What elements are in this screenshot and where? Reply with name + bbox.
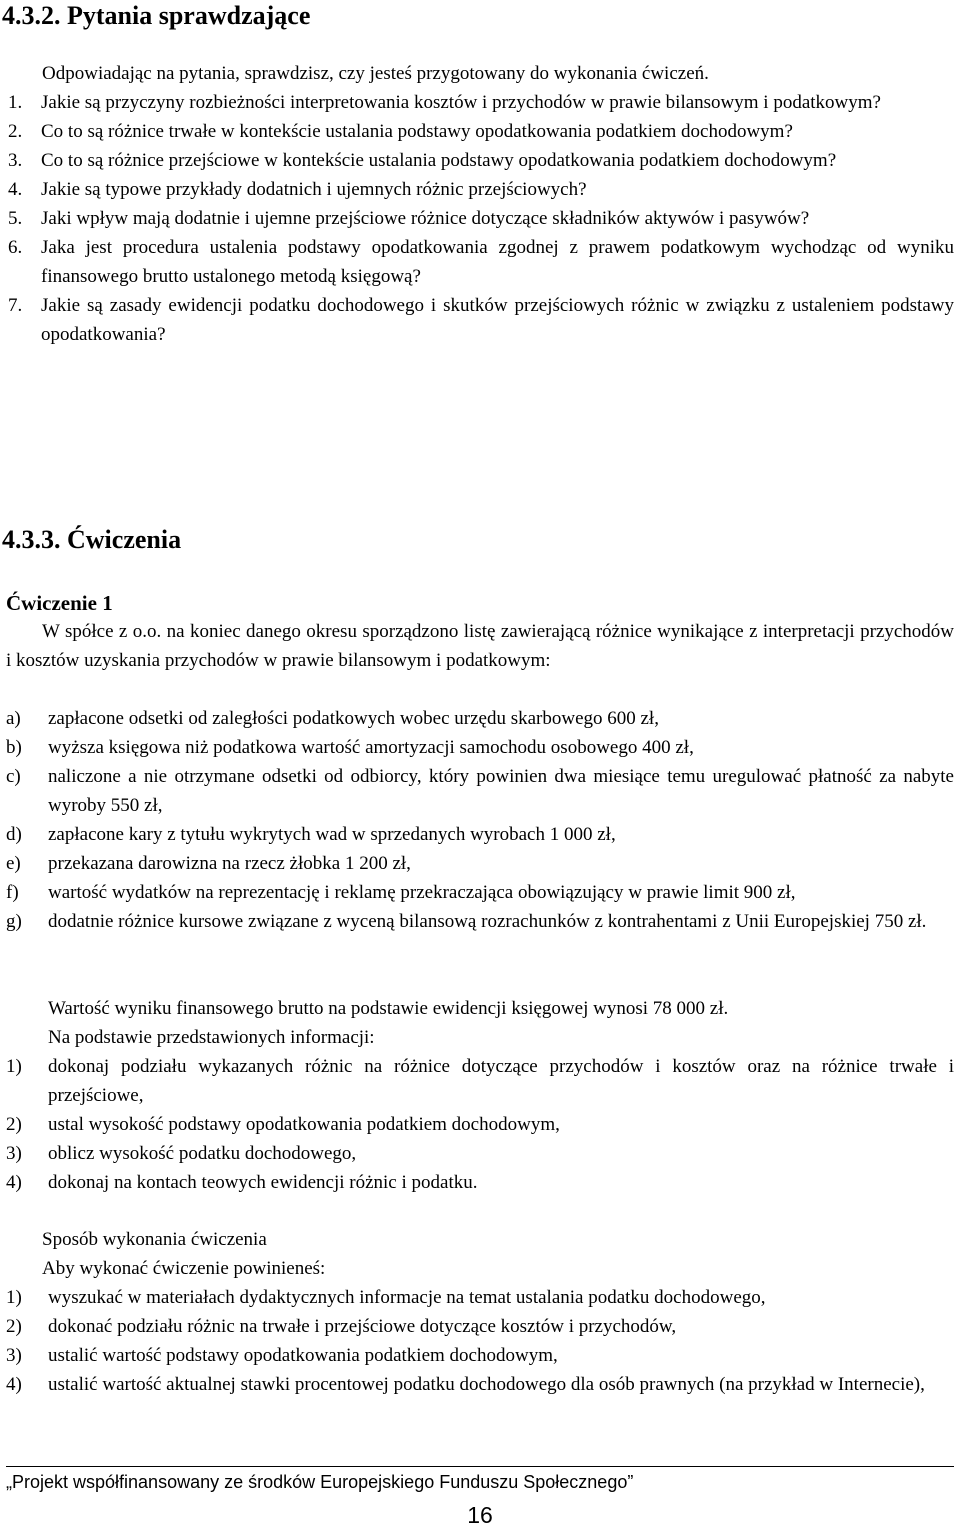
section-heading-exercises: 4.3.3. Ćwiczenia bbox=[2, 525, 182, 554]
difference-letter: d) bbox=[6, 824, 22, 845]
question-number: 3. bbox=[8, 150, 23, 171]
method-step-text: ustalić wartość podstawy opodatkowania podatkiem dochodowym, bbox=[48, 1345, 558, 1366]
task-text: ustal wysokość podstawy opodatkowania podatkiem dochodowym, bbox=[48, 1114, 560, 1135]
question-text: Co to są różnice trwałe w kontekście ustalania podstawy opodatkowania podatkiem dochodowym? bbox=[41, 121, 793, 142]
difference-item bbox=[6, 762, 954, 820]
difference-item bbox=[6, 907, 954, 936]
questions-intro: Odpowiadając na pytania, sprawdzisz, czy jesteś przygotowany do wykonania ćwiczeń. bbox=[42, 63, 709, 84]
question-number: 4. bbox=[8, 179, 23, 200]
difference-letter: c) bbox=[6, 766, 21, 787]
difference-text: dodatnie różnice kursowe związane z wyceną bilansową rozrachunków z kontrahentami z Unii Europejskiej 750 zł. bbox=[48, 911, 927, 932]
method-step-item bbox=[6, 1370, 954, 1399]
section-heading-questions: 4.3.2. Pytania sprawdzające bbox=[2, 1, 311, 30]
difference-text: przekazana darowizna na rzecz żłobka 1 200 zł, bbox=[48, 853, 411, 874]
method-step-item bbox=[6, 1283, 954, 1312]
task-number: 4) bbox=[6, 1172, 22, 1193]
method-step-text: dokonać podziału różnic na trwałe i przejściowe dotyczące kosztów i przychodów, bbox=[48, 1316, 677, 1337]
question-item bbox=[2, 88, 954, 117]
method-step-item bbox=[6, 1341, 954, 1370]
question-item bbox=[2, 117, 954, 146]
method-steps-list bbox=[6, 1283, 954, 1399]
task-text: dokonaj podziału wykazanych różnic na różnice dotyczące przychodów i kosztów oraz na różnice trwałe i przejściowe, bbox=[48, 1056, 954, 1106]
question-item bbox=[2, 146, 954, 175]
question-item bbox=[2, 175, 954, 204]
question-number: 7. bbox=[8, 295, 23, 316]
difference-text: zapłacone odsetki od zaległości podatkowych wobec urzędu skarbowego 600 zł, bbox=[48, 708, 659, 729]
questions-list bbox=[2, 88, 954, 349]
tasks-list bbox=[6, 1052, 954, 1197]
difference-letter: f) bbox=[6, 882, 19, 903]
task-number: 1) bbox=[6, 1056, 22, 1077]
difference-letter: g) bbox=[6, 911, 22, 932]
difference-item bbox=[6, 820, 954, 849]
difference-item bbox=[6, 733, 954, 762]
method-step-text: wyszukać w materiałach dydaktycznych informacje na temat ustalania podatku dochodowego, bbox=[48, 1287, 766, 1308]
difference-letter: a) bbox=[6, 708, 21, 729]
footer-text: „Projekt współfinansowany ze środków Europejskiego Funduszu Społecznego” bbox=[6, 1472, 634, 1492]
question-text: Jakie są typowe przykłady dodatnich i ujemnych różnic przejściowych? bbox=[41, 179, 587, 200]
method-step-item bbox=[6, 1312, 954, 1341]
method-step-number: 1) bbox=[6, 1287, 22, 1308]
page-number: 16 bbox=[467, 1502, 493, 1528]
question-text: Co to są różnice przejściowe w kontekście ustalania podstawy opodatkowania podatkiem dochodowym? bbox=[41, 150, 837, 171]
question-text: Jakie są przyczyny rozbieżności interpretowania kosztów i przychodów w prawie bilansowym i podatkowym? bbox=[41, 92, 881, 113]
difference-item bbox=[6, 878, 954, 907]
task-item bbox=[6, 1052, 954, 1110]
task-item bbox=[6, 1168, 954, 1197]
method-step-number: 4) bbox=[6, 1374, 22, 1395]
difference-letter: e) bbox=[6, 853, 21, 874]
tasks-intro: Na podstawie przedstawionych informacji: bbox=[48, 1027, 375, 1048]
task-number: 3) bbox=[6, 1143, 22, 1164]
difference-letter: b) bbox=[6, 737, 22, 758]
difference-item bbox=[6, 849, 954, 878]
difference-text: zapłacone kary z tytułu wykrytych wad w sprzedanych wyrobach 1 000 zł, bbox=[48, 824, 616, 845]
task-text: oblicz wysokość podatku dochodowego, bbox=[48, 1143, 357, 1164]
question-item bbox=[2, 204, 954, 233]
task-item bbox=[6, 1110, 954, 1139]
method-intro: Aby wykonać ćwiczenie powinieneś: bbox=[42, 1258, 326, 1279]
difference-text: naliczone a nie otrzymane odsetki od odbiorcy, który powinien dwa miesiące temu uregulować płatność za nabyte wyroby 550 zł, bbox=[48, 766, 954, 816]
differences-list bbox=[6, 704, 954, 936]
method-step-number: 2) bbox=[6, 1316, 22, 1337]
method-title: Sposób wykonania ćwiczenia bbox=[42, 1229, 267, 1250]
difference-text: wartość wydatków na reprezentację i reklamę przekraczająca obowiązujący w prawie limit 900 zł, bbox=[48, 882, 796, 903]
question-item bbox=[2, 233, 954, 291]
method-step-text: ustalić wartość aktualnej stawki procentowej podatku dochodowego dla osób prawnych (na przykład w Internecie), bbox=[48, 1374, 925, 1395]
task-number: 2) bbox=[6, 1114, 22, 1135]
question-text: Jaka jest procedura ustalenia podstawy opodatkowania zgodnej z prawem podatkowym wychodząc od wyniku finansowego brutto ustalonego metodą księgową? bbox=[41, 237, 954, 287]
exercise-title: Ćwiczenie 1 bbox=[6, 591, 113, 615]
question-number: 2. bbox=[8, 121, 23, 142]
question-number: 6. bbox=[8, 237, 23, 258]
result-text: Wartość wyniku finansowego brutto na podstawie ewidencji księgowej wynosi 78 000 zł. bbox=[48, 998, 729, 1019]
question-text: Jaki wpływ mają dodatnie i ujemne przejściowe różnice dotyczące składników aktywów i pasywów? bbox=[41, 208, 810, 229]
question-number: 5. bbox=[8, 208, 23, 229]
question-item bbox=[2, 291, 954, 349]
difference-text: wyższa księgowa niż podatkowa wartość amortyzacji samochodu osobowego 400 zł, bbox=[48, 737, 694, 758]
exercise-intro: W spółce z o.o. na koniec danego okresu sporządzono listę zawierającą różnice wynikające z interpretacji przychodów i kosztów uzyskania przychodów w prawie bilansowym i podatkowym: bbox=[6, 621, 954, 671]
task-text: dokonaj na kontach teowych ewidencji różnic i podatku. bbox=[48, 1172, 478, 1193]
method-step-number: 3) bbox=[6, 1345, 22, 1366]
footer-divider bbox=[6, 1466, 954, 1467]
task-item bbox=[6, 1139, 954, 1168]
question-text: Jakie są zasady ewidencji podatku dochodowego i skutków przejściowych różnic w związku z ustaleniem podstawy opodatkowania? bbox=[41, 295, 954, 345]
question-number: 1. bbox=[8, 92, 23, 113]
difference-item bbox=[6, 704, 954, 733]
